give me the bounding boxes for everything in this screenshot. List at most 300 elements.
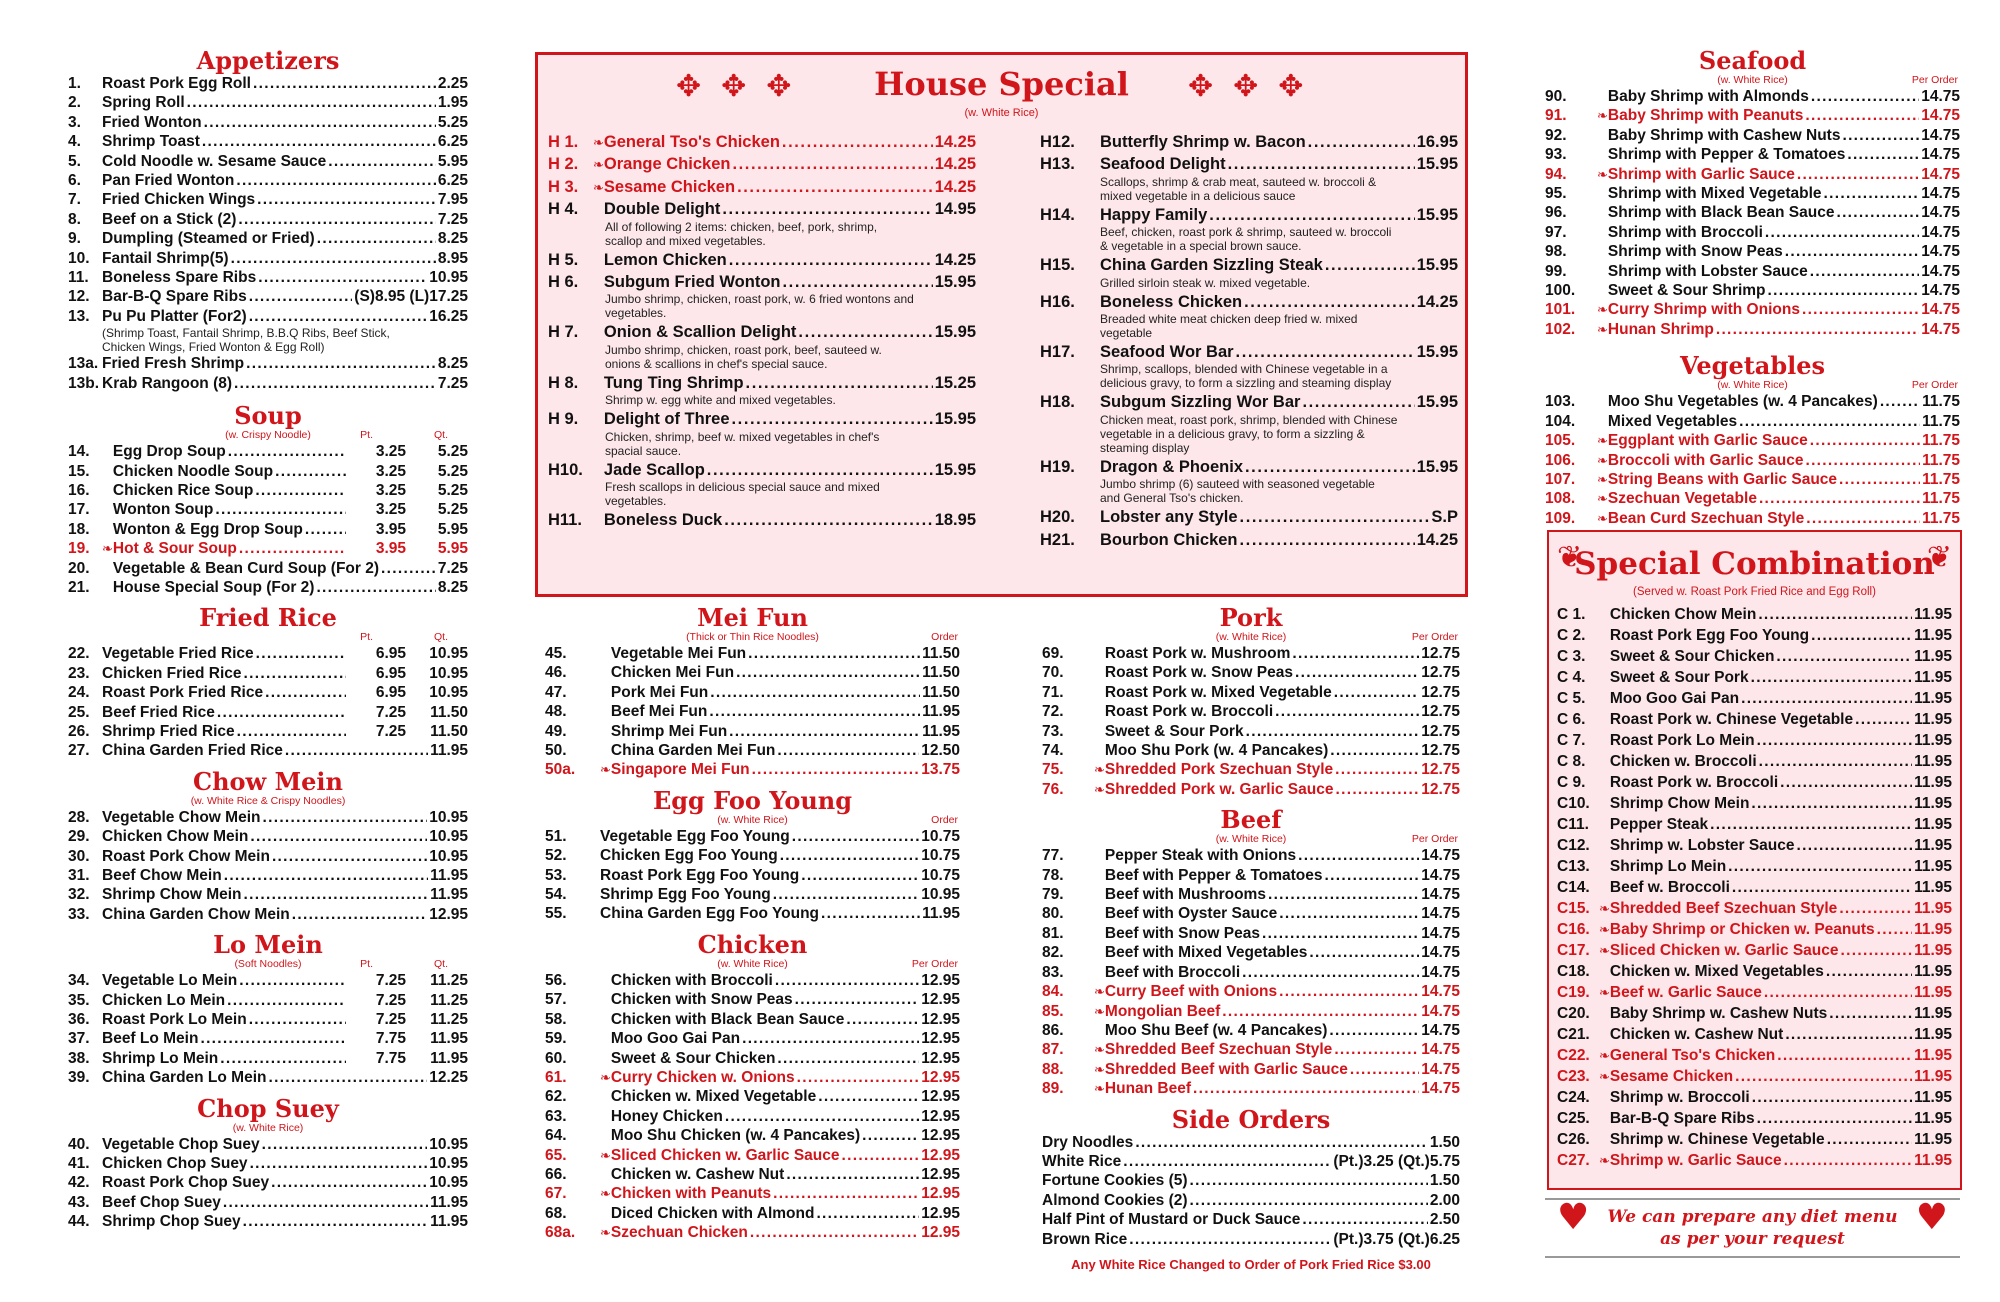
menu-item [68, 268, 468, 287]
item-number: C20. [1557, 1005, 1590, 1022]
item-number: 86. [1042, 1021, 1064, 1039]
item-number: H 1. [548, 133, 579, 151]
item-price: 12.75 [1421, 645, 1460, 662]
chili-pepper-icon: ❧ [1597, 321, 1608, 337]
leader-dots [1757, 730, 1912, 751]
item-number: 10. [68, 249, 90, 267]
menu-item [1557, 646, 1952, 667]
menu-item [1042, 924, 1460, 943]
chop-suey-section [68, 1093, 468, 1232]
item-name: Shrimp Chow Mein [1609, 795, 1750, 812]
item-price: 7.95 [437, 191, 468, 209]
item-name: Beef on a Stick (2) [102, 210, 237, 228]
item-number: C18. [1557, 963, 1590, 980]
item-number: C27. [1557, 1152, 1590, 1169]
item-number: 9. [68, 230, 81, 248]
item-price: (Pt.)3.75 (Qt.)6.25 [1333, 1230, 1460, 1248]
item-name: Moo Goo Gai Pan [610, 1030, 741, 1048]
item-price: 11.95 [1914, 732, 1952, 749]
item-number: H 6. [548, 273, 579, 292]
leader-dots [1292, 644, 1419, 663]
leader-dots [1244, 293, 1415, 312]
menu-entry [68, 500, 468, 519]
item-price: 11.50 [922, 683, 960, 701]
item-price: 2.25 [437, 75, 468, 92]
item-number: 2. [68, 94, 81, 112]
menu-item [545, 1049, 960, 1068]
menu-entry [68, 703, 468, 722]
menu-entry [1545, 489, 1960, 508]
item-number: 108. [1545, 490, 1576, 508]
menu-entry [545, 741, 960, 760]
item-name: Baby Shrimp with Cashew Nuts [1607, 126, 1841, 144]
item-name: Boneless Spare Ribs [102, 269, 257, 287]
item-price: 13.75 [921, 761, 960, 779]
item-price: 16.95 [1416, 133, 1458, 151]
menu-entry [68, 539, 468, 558]
item-number: H 7. [548, 323, 579, 342]
item-number: C14. [1557, 879, 1590, 896]
chili-pepper-icon: ❧ [600, 1186, 611, 1202]
menu-item [1545, 223, 1960, 242]
item-name: Chicken Fried Rice [102, 664, 242, 682]
menu-entry [1545, 320, 1960, 339]
item-number: 60. [545, 1049, 567, 1067]
item-name: Seafood Wor Bar [1100, 343, 1234, 362]
item-description: Breaded white meat chicken deep fried w. mixed vegetable [1100, 312, 1358, 341]
item-name: Spring Roll [102, 94, 185, 112]
section-title: Soup [234, 401, 302, 431]
item-name: China Garden Fried Rice [102, 742, 283, 760]
item-number: C22. [1557, 1047, 1590, 1064]
menu-entry [1040, 508, 1458, 527]
menu-item [545, 885, 960, 904]
section-subtitle: (w. White Rice) [717, 957, 788, 970]
item-number: 76. [1042, 780, 1064, 798]
item-name: Shrimp Fried Rice [102, 722, 235, 740]
leader-dots [777, 741, 919, 760]
leader-dots [1797, 165, 1919, 184]
menu-item [68, 374, 468, 393]
item-name: Subgum Fried Wonton [603, 273, 781, 292]
item-description: Grilled sirloin steak w. mixed vegetable. [1100, 275, 1311, 290]
item-price: 12.95 [429, 905, 468, 923]
item-price: 15.95 [934, 323, 976, 342]
leader-dots [1752, 1087, 1912, 1108]
item-price: 14.25 [1416, 530, 1458, 549]
leader-dots [1811, 625, 1912, 646]
item-price: 14.75 [1921, 146, 1960, 164]
chili-pepper-icon: ❧ [1597, 108, 1608, 124]
leader-dots [253, 74, 436, 93]
menu-entry [548, 323, 976, 370]
diet-note-line2: as per your request [1660, 1229, 1845, 1249]
house-special-right-list [1040, 133, 1458, 553]
leader-dots [272, 847, 427, 866]
item-number: 92. [1545, 126, 1567, 144]
item-description: Jumbo shrimp, chicken, roast pork, w. 6 fried wontons and vegetables. [605, 292, 914, 321]
item-price: 6.25 [437, 133, 468, 151]
menu-entry [1040, 206, 1458, 253]
item-number: 38. [68, 1049, 90, 1067]
menu-item [68, 520, 468, 539]
item-price: 12.95 [921, 1049, 960, 1067]
item-price: 12.95 [921, 1107, 960, 1125]
item-price: 15.95 [1416, 205, 1458, 224]
item-price: 14.25 [1416, 292, 1458, 311]
item-price: 12.75 [1421, 742, 1460, 760]
item-number: 43. [68, 1193, 90, 1211]
item-name: Bar-B-Q Spare Ribs [102, 288, 247, 306]
item-price: 8.95 [437, 249, 468, 267]
item-name: Fried Chicken Wings [102, 191, 256, 209]
chili-pepper-icon: ❧ [1094, 781, 1105, 797]
leader-dots [818, 1087, 919, 1106]
item-number: 34. [68, 972, 90, 990]
leader-dots [729, 722, 920, 741]
menu-entry [1557, 1066, 1952, 1087]
menu-item [545, 827, 960, 846]
menu-entry [1557, 1045, 1952, 1066]
item-number: 39. [68, 1069, 90, 1087]
item-price: 14.25 [934, 177, 976, 196]
item-description: Chicken, shrimp, beef w. mixed vegetables in chef's spacial sauce. [605, 429, 880, 458]
leader-dots [1334, 1040, 1419, 1059]
leader-dots [257, 190, 436, 209]
item-number: 54. [545, 886, 567, 904]
leader-dots [239, 539, 346, 558]
menu-item [1545, 320, 1960, 339]
item-price: 10.95 [429, 828, 468, 846]
leader-dots [236, 171, 436, 190]
chili-pepper-icon: ❧ [1597, 471, 1608, 487]
leader-dots [227, 991, 346, 1010]
leader-dots [1240, 531, 1415, 550]
menu-entry [68, 132, 468, 151]
leader-dots [1784, 1150, 1912, 1171]
beef-section [1042, 807, 1460, 1098]
chili-pepper-icon: ❧ [1597, 166, 1608, 182]
item-number: 84. [1042, 983, 1064, 1001]
section-subheader [545, 631, 960, 644]
section-subheader [68, 1122, 468, 1135]
menu-entry [1042, 663, 1460, 682]
item-name: Dragon & Phoenix [1100, 457, 1244, 476]
item-name: Bar-B-Q Spare Ribs [1609, 1110, 1755, 1127]
item-price-quart: 10.95 [429, 684, 468, 702]
menu-entry [68, 1212, 468, 1231]
menu-item [1557, 919, 1952, 940]
vegetables-section [1545, 353, 1960, 528]
item-number: H12. [1040, 133, 1075, 151]
item-name: Moo Shu Chicken (w. 4 Pancakes) [610, 1127, 861, 1145]
leader-dots [862, 1126, 919, 1145]
leader-dots [243, 1212, 428, 1231]
item-price: 8.25 [437, 578, 468, 596]
menu-entry [68, 1029, 468, 1048]
menu-entry [68, 866, 468, 885]
item-number: H 4. [548, 200, 579, 219]
item-price: 10.75 [921, 827, 960, 845]
leader-dots [1806, 509, 1920, 528]
menu-entry [1042, 1002, 1460, 1021]
leader-dots [750, 1223, 919, 1242]
menu-item [68, 462, 468, 481]
menu-entry [1042, 683, 1460, 702]
item-name: Chicken Mei Fun [610, 664, 735, 682]
appetizers-section [68, 48, 468, 393]
leader-dots [1302, 1210, 1427, 1229]
item-price: 11.95 [1914, 1047, 1952, 1064]
item-name: Szechuan Chicken [610, 1224, 748, 1242]
item-price: 11.95 [1914, 669, 1952, 686]
item-name: Shrimp Egg Foo Young [600, 886, 771, 904]
section-subheader [1042, 833, 1460, 846]
leader-dots [846, 1010, 919, 1029]
leader-dots [1751, 793, 1912, 814]
menu-item [548, 273, 976, 292]
menu-item [1042, 943, 1460, 962]
order-header: Per Order [1411, 631, 1458, 643]
menu-item [1557, 856, 1952, 877]
menu-entry [1545, 223, 1960, 242]
item-name: Shrimp Chow Mein [102, 886, 242, 904]
leader-dots [1739, 412, 1920, 431]
item-number: 17. [68, 501, 90, 519]
item-name: Honey Chicken [610, 1107, 723, 1125]
item-price: 10.95 [429, 1155, 468, 1173]
menu-entry [1557, 667, 1952, 688]
item-number: 51. [545, 827, 567, 845]
item-price: 12.95 [921, 1165, 960, 1183]
item-name: Shrimp w. Broccoli [1609, 1089, 1750, 1106]
menu-item [1545, 126, 1960, 145]
menu-item [545, 760, 960, 779]
item-number: H17. [1040, 343, 1075, 362]
section-title: Seafood [1698, 46, 1807, 75]
menu-item [548, 374, 976, 393]
item-price: 7.25 [437, 210, 468, 228]
item-name: China Garden Lo Mein [102, 1069, 267, 1087]
item-price: 11.50 [922, 645, 960, 662]
item-number: H21. [1040, 530, 1075, 549]
item-price: 12.95 [921, 1030, 960, 1048]
menu-entry [548, 461, 976, 508]
menu-entry [545, 683, 960, 702]
menu-entry [1545, 431, 1960, 450]
item-name: Brown Rice [1042, 1230, 1128, 1248]
chili-pepper-icon: ❧ [1599, 985, 1610, 1000]
item-number: H15. [1040, 256, 1075, 275]
menu-entry [1557, 625, 1952, 646]
leader-dots [1829, 1003, 1912, 1024]
item-name: Shredded Beef Szechuan Style [1609, 900, 1838, 917]
item-price: 14.75 [1921, 204, 1960, 222]
menu-entry [1557, 856, 1952, 877]
item-price: 14.75 [1421, 983, 1460, 1001]
leader-dots [271, 1173, 427, 1192]
item-price: 10.75 [921, 866, 960, 884]
menu-entry [1042, 924, 1460, 943]
item-price-quart: 11.25 [430, 1011, 468, 1029]
item-number: 13. [68, 307, 90, 325]
item-number: 93. [1545, 146, 1567, 164]
item-description: Jumbo shrimp (6) sauteed with seasoned vegetable and General Tso's chicken. [1100, 477, 1375, 506]
item-name: Beef with Mixed Vegetables [1104, 944, 1308, 962]
item-price: 6.95 [375, 664, 406, 682]
item-name: Pepper Steak [1609, 816, 1709, 833]
item-price: 11.75 [1922, 470, 1960, 488]
item-price: 6.25 [437, 172, 468, 190]
item-price: 14.75 [1421, 1041, 1460, 1059]
item-price: 14.75 [1921, 262, 1960, 280]
leader-dots [244, 664, 346, 683]
leader-dots [202, 132, 436, 151]
item-name: China Garden Mei Fun [610, 742, 776, 760]
chili-pepper-icon: ❧ [1094, 984, 1105, 1000]
menu-item [548, 178, 976, 197]
menu-entry [545, 971, 960, 990]
item-name: China Garden Sizzling Steak [1100, 256, 1323, 275]
menu-entry [1042, 1171, 1460, 1190]
item-number: C21. [1557, 1026, 1590, 1043]
item-price: 14.75 [1421, 944, 1460, 962]
menu-item [1040, 293, 1458, 312]
menu-entry [1557, 982, 1952, 1003]
item-number: 70. [1042, 664, 1064, 682]
item-name: Shrimp with Garlic Sauce [1607, 165, 1795, 183]
menu-entry [1042, 644, 1460, 663]
menu-item [1042, 846, 1460, 865]
leader-dots [1275, 702, 1419, 721]
item-price: S.P [1431, 508, 1458, 527]
item-number: 32. [68, 886, 90, 904]
item-price: 12.25 [429, 1069, 468, 1087]
item-number: 100. [1545, 282, 1576, 300]
menu-item [1545, 242, 1960, 261]
item-price: 14.75 [1421, 1021, 1460, 1039]
menu-item [545, 990, 960, 1009]
item-name: Lemon Chicken [603, 250, 727, 269]
menu-item [1042, 1021, 1460, 1040]
item-name: Fantail Shrimp(5) [102, 249, 229, 267]
menu-item [1042, 963, 1460, 982]
item-number: H14. [1040, 205, 1075, 224]
item-price: 3.95 [375, 520, 406, 538]
item-price: 12.95 [921, 1088, 960, 1106]
leader-dots [783, 273, 933, 292]
menu-item [1557, 1003, 1952, 1024]
item-price: 11.95 [430, 1193, 468, 1211]
leader-dots [724, 511, 933, 530]
egg-foo-young-section [545, 785, 960, 924]
item-price: 14.95 [934, 200, 976, 219]
item-name: Roast Pork Fried Rice [102, 684, 264, 702]
item-number: 50a. [545, 761, 576, 779]
leader-dots [1810, 262, 1919, 281]
item-price: 14.75 [1921, 185, 1960, 203]
menu-item [1042, 1060, 1460, 1079]
menu-entry [1545, 451, 1960, 470]
menu-item [545, 904, 960, 923]
leader-dots [231, 249, 436, 268]
item-number: 78. [1042, 866, 1064, 884]
item-name: Sliced Chicken w. Garlic Sauce [1609, 942, 1839, 959]
item-price: 11.95 [1914, 1089, 1952, 1106]
menu-entry [545, 1165, 960, 1184]
leader-dots [228, 442, 346, 461]
item-price: 3.25 [375, 443, 406, 461]
leader-dots [773, 1184, 919, 1203]
leader-dots [1880, 392, 1920, 411]
item-price: (Pt.)3.25 (Qt.)5.75 [1333, 1152, 1460, 1170]
chili-pepper-icon: ❧ [1597, 452, 1608, 468]
menu-item [1557, 604, 1952, 625]
menu-item [548, 133, 976, 152]
menu-item [68, 683, 468, 702]
menu-entry [545, 827, 960, 846]
section-subtitle: (w. White Rice) [1215, 833, 1287, 846]
seafood-section [1545, 48, 1960, 339]
section-title: Side Orders [1171, 1104, 1331, 1134]
item-number: 49. [545, 722, 567, 740]
item-price: 7.25 [375, 991, 406, 1009]
leader-dots [317, 229, 436, 248]
item-price: 14.75 [1421, 886, 1460, 904]
item-number: 19. [68, 540, 90, 558]
item-number: 31. [68, 867, 90, 884]
item-number: 96. [1545, 204, 1567, 222]
item-price-quart: 11.95 [430, 1049, 468, 1067]
chili-pepper-icon: ❧ [1094, 762, 1105, 778]
menu-item [1545, 106, 1960, 125]
item-price: 11.95 [1914, 1152, 1952, 1169]
menu-entry [1557, 688, 1952, 709]
item-number: 25. [68, 703, 90, 721]
leader-dots [786, 1165, 919, 1184]
menu-item [1040, 343, 1458, 362]
menu-entry [68, 1173, 468, 1192]
menu-item [68, 991, 468, 1010]
item-name: General Tso's Chicken [603, 133, 780, 151]
leader-dots [1805, 106, 1919, 125]
menu-item [1545, 281, 1960, 300]
menu-item [1557, 877, 1952, 898]
menu-item [1042, 1133, 1460, 1152]
item-name: Sweet & Sour Pork [1104, 722, 1244, 740]
menu-entry [1042, 741, 1460, 760]
menu-entry [68, 991, 468, 1010]
menu-item [545, 1107, 960, 1126]
item-number: 18. [68, 520, 90, 538]
menu-entry [1042, 846, 1460, 865]
menu-entry [1042, 963, 1460, 982]
section-title: Appetizers [196, 46, 340, 75]
item-price: 10.95 [429, 1135, 468, 1153]
quart-header: Qt. [433, 958, 448, 971]
order-header: Order [931, 631, 958, 643]
leader-dots [1245, 458, 1415, 477]
item-number: 41. [68, 1155, 90, 1173]
item-price: 14.25 [934, 155, 976, 174]
leader-dots [1325, 866, 1420, 885]
lo-mein-section [68, 932, 468, 1087]
item-name: Shrimp w. Lobster Sauce [1609, 837, 1795, 854]
item-number: 82. [1042, 944, 1064, 962]
menu-item [1557, 1024, 1952, 1045]
item-number: 13b. [68, 374, 100, 392]
item-number: 12. [68, 288, 90, 306]
